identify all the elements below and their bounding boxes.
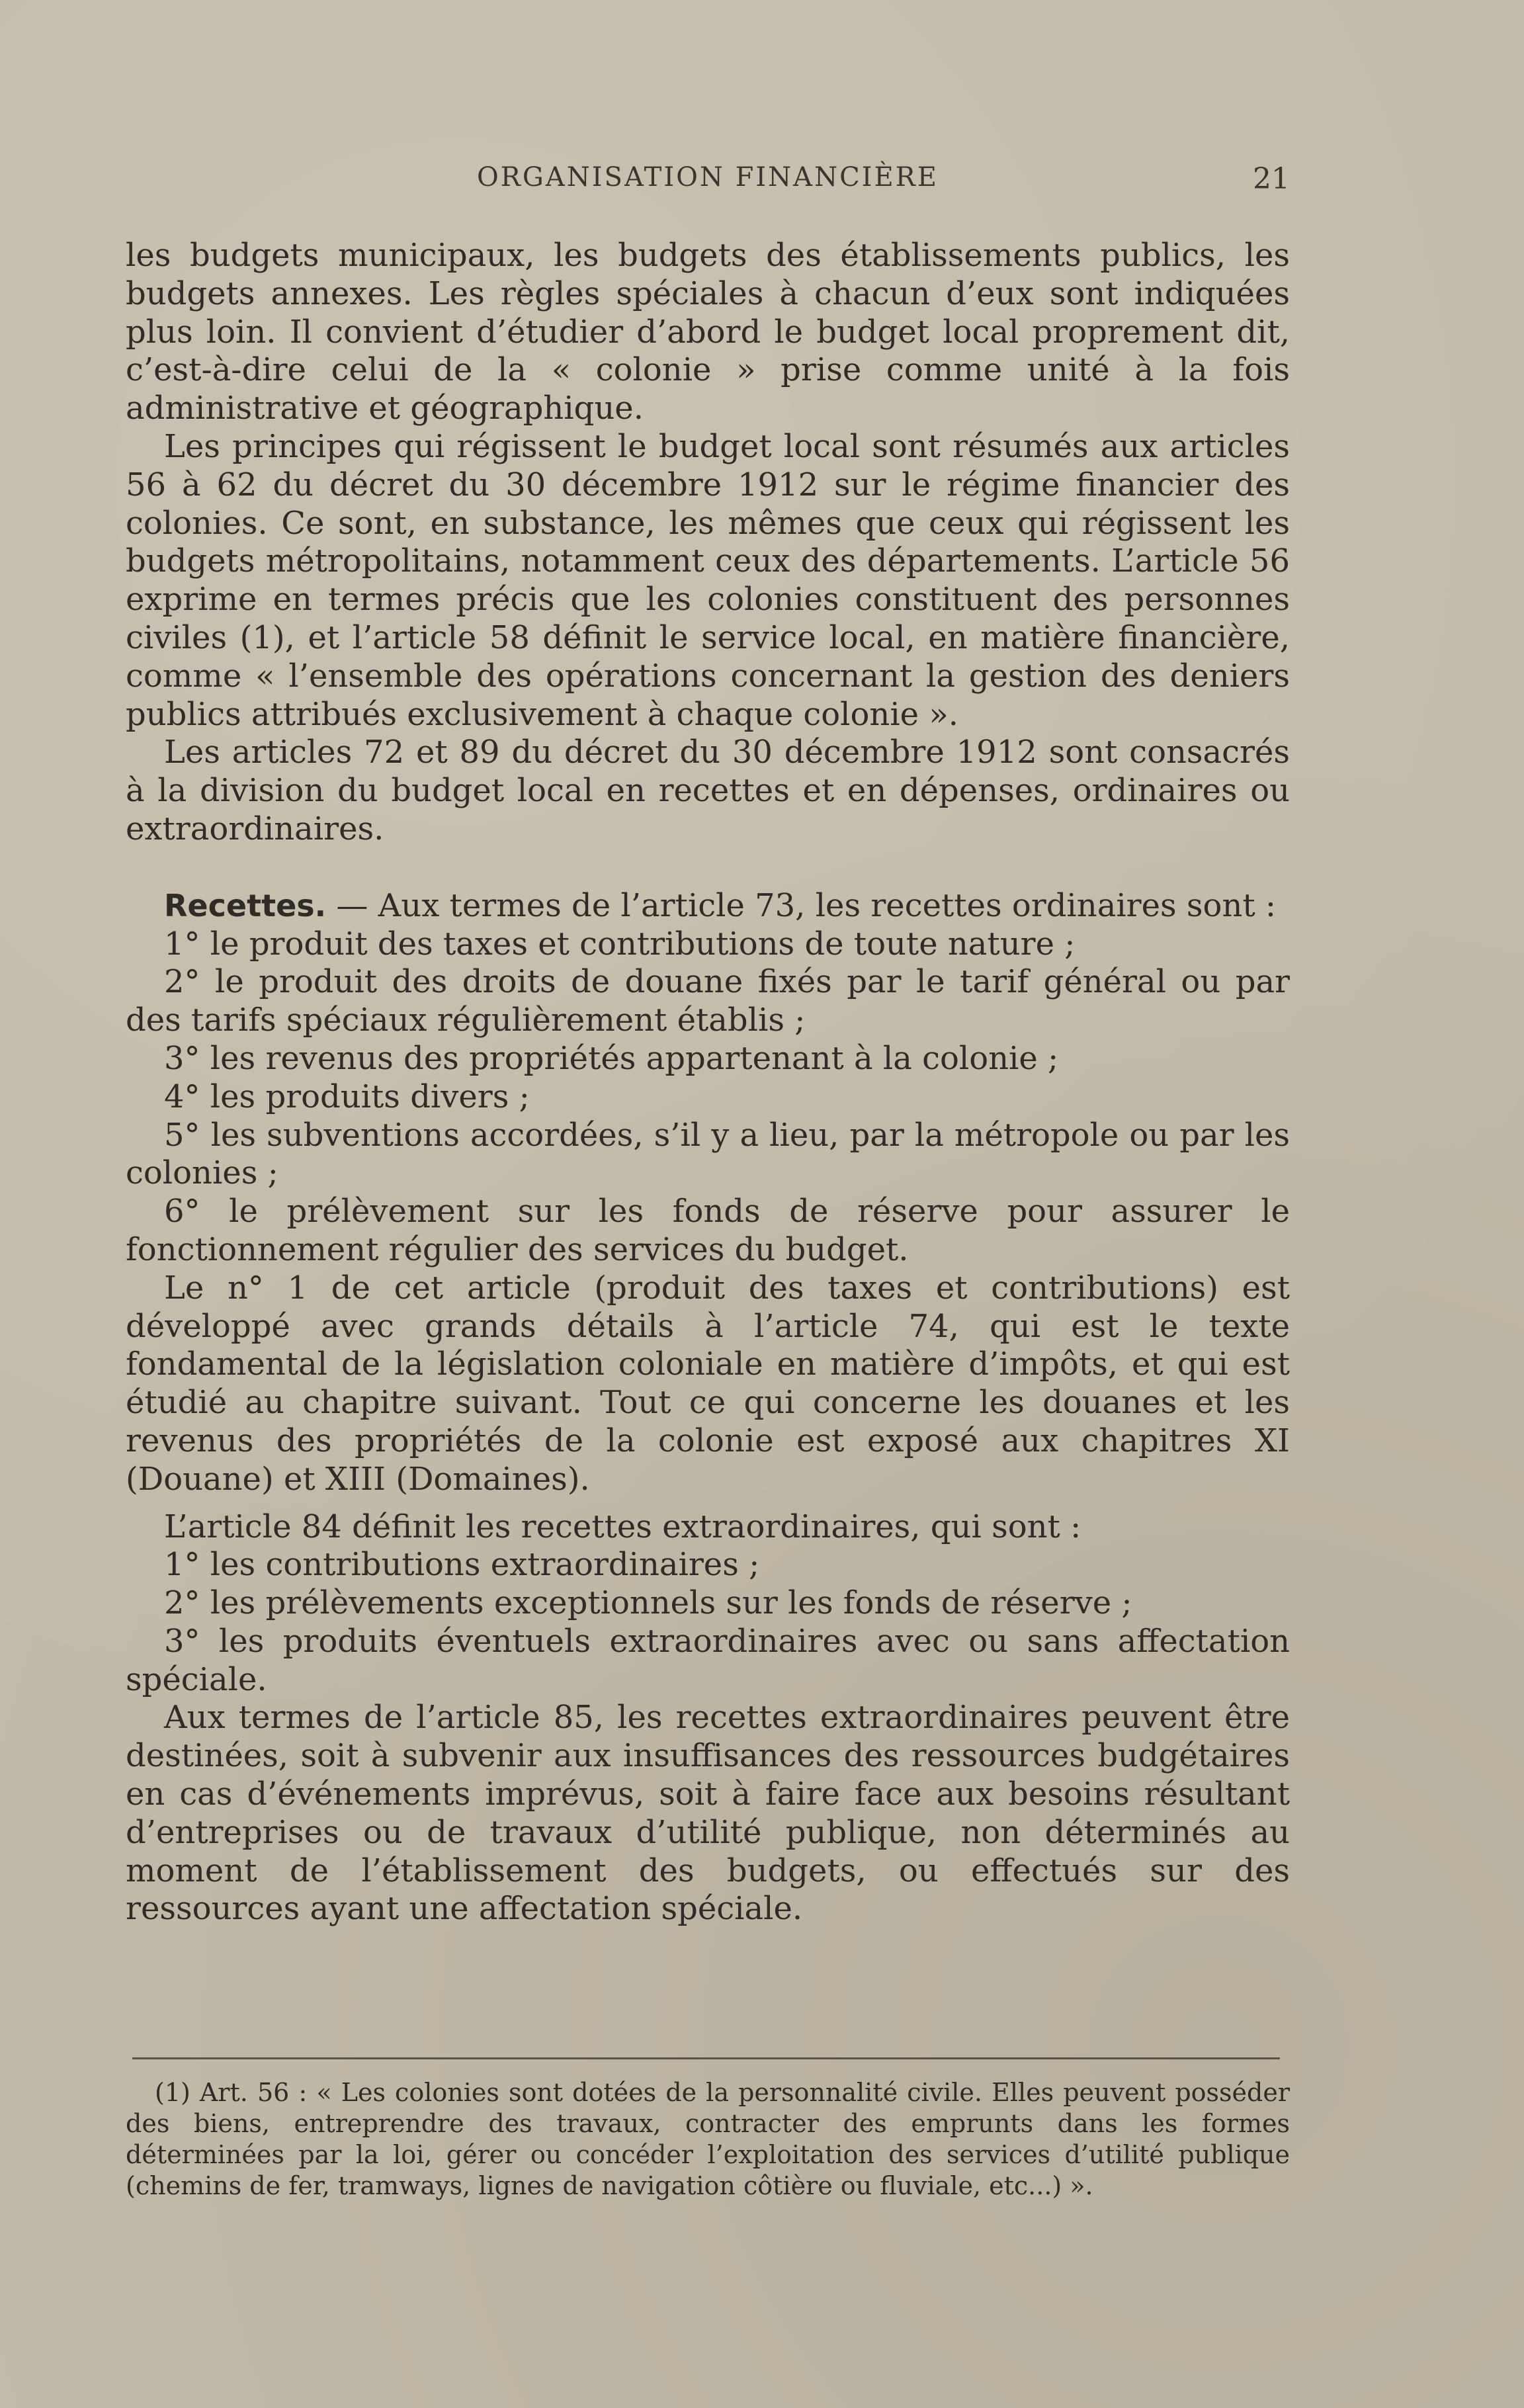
list-item: 1° les contributions extraordinaires ;: [164, 1546, 760, 1584]
list-item: 5° les subventions accordées, s’il y a lieu, par la métropole ou par les colonies ;: [126, 1116, 1290, 1192]
paragraph-division: Les articles 72 et 89 du décret du 30 décembre 1912 sont consacrés à la division du budget local en recettes et en dépenses, ordinaires ou extraordinaires.: [126, 734, 1290, 847]
list-item: 4° les produits divers ;: [164, 1078, 530, 1115]
paragraph-principles: Les principes qui régissent le budget local sont résumés aux articles 56 à 62 du décret du 30 décembre 1912 sur le régime financier des colonies. Ce sont, en substance, les mêmes que ceux qui régissent les budgets métropolitains, notamment ceux des départements. L’article 56 exprime en termes précis que les colonies constituent des personnes civiles (1), et l’article 58 définit le service local, en matière financière, comme « l’ensemble des opérations concernant la gestion des deniers publics attribués exclusivement à chaque colonie ».: [126, 427, 1290, 733]
footnote-divider: [132, 2057, 1280, 2059]
footnote-text: (1) Art. 56 : « Les colonies sont dotées de la personnalité civile. Elles peuvent posséder des biens, entreprendre des travaux, contracter des emprunts dans les formes déterminées par la loi, gérer ou concéder l’exploitation des services d’utilité publique (chemins de fer, tramways, lignes de navigation côtière ou fluviale, etc...) ».: [126, 2078, 1290, 2200]
list-item: 2° les prélèvements exceptionnels sur les fonds de réserve ;: [164, 1584, 1132, 1622]
footnote: [126, 2077, 1290, 2202]
section-heading-recettes: Recettes.: [164, 887, 327, 924]
page-number: 21: [1253, 162, 1290, 196]
paragraph-extraordinaires-usage: Aux termes de l’article 85, les recettes extraordinaires peuvent être destinées, soit à subvenir aux insuffisances des ressources budgétaires en cas d’événements imprévus, soit à faire face aux besoins résultant d’entreprises ou de travaux d’utilité publique, non déterminés au moment de l’établissement des budgets, ou effectués sur des ressources ayant une affectation spéciale.: [126, 1699, 1290, 1928]
paragraph-taxes-explanation: Le n° 1 de cet article (produit des taxes et contributions) est développé avec grands détails à l’article 74, qui est le texte fondamental de la législation coloniale en matière d’impôts, et qui est étudié au chapitre suivant. Tout ce qui concerne les douanes et les revenus des propriétés de la colonie est exposé aux chapitres XI (Douane) et XIII (Domaines).: [126, 1269, 1290, 1498]
recettes-intro-text: — Aux termes de l’article 73, les recettes ordinaires sont :: [326, 886, 1277, 924]
list-item: 3° les revenus des propriétés appartenant à la colonie ;: [164, 1039, 1059, 1077]
page-header: [126, 162, 1290, 202]
main-text: [126, 237, 1290, 1928]
list-item: 3° les produits éventuels extraordinaires avec ou sans affectation spéciale.: [126, 1622, 1290, 1698]
recettes-intro-paragraph: [126, 887, 1290, 925]
extraordinaires-intro: L’article 84 définit les recettes extraordinaires, qui sont :: [164, 1508, 1081, 1545]
running-title: ORGANISATION FINANCIÈRE: [476, 162, 939, 193]
list-item: 6° le prélèvement sur les fonds de réserve pour assurer le fonctionnement régulier des services du budget.: [126, 1193, 1290, 1268]
paragraph-continued: les budgets municipaux, les budgets des établissements publics, les budgets annexes. Les règles spéciales à chacun d’eux sont indiquées plus loin. Il convient d’étudier d’abord le budget local proprement dit, c’est-à-dire celui de la « colonie » prise comme unité à la fois administrative et géographique.: [126, 237, 1290, 427]
list-item: 2° le produit des droits de douane fixés par le tarif général ou par des tarifs spéciaux régulièrement établis ;: [126, 963, 1290, 1039]
list-item: 1° le produit des taxes et contributions de toute nature ;: [164, 925, 1076, 963]
